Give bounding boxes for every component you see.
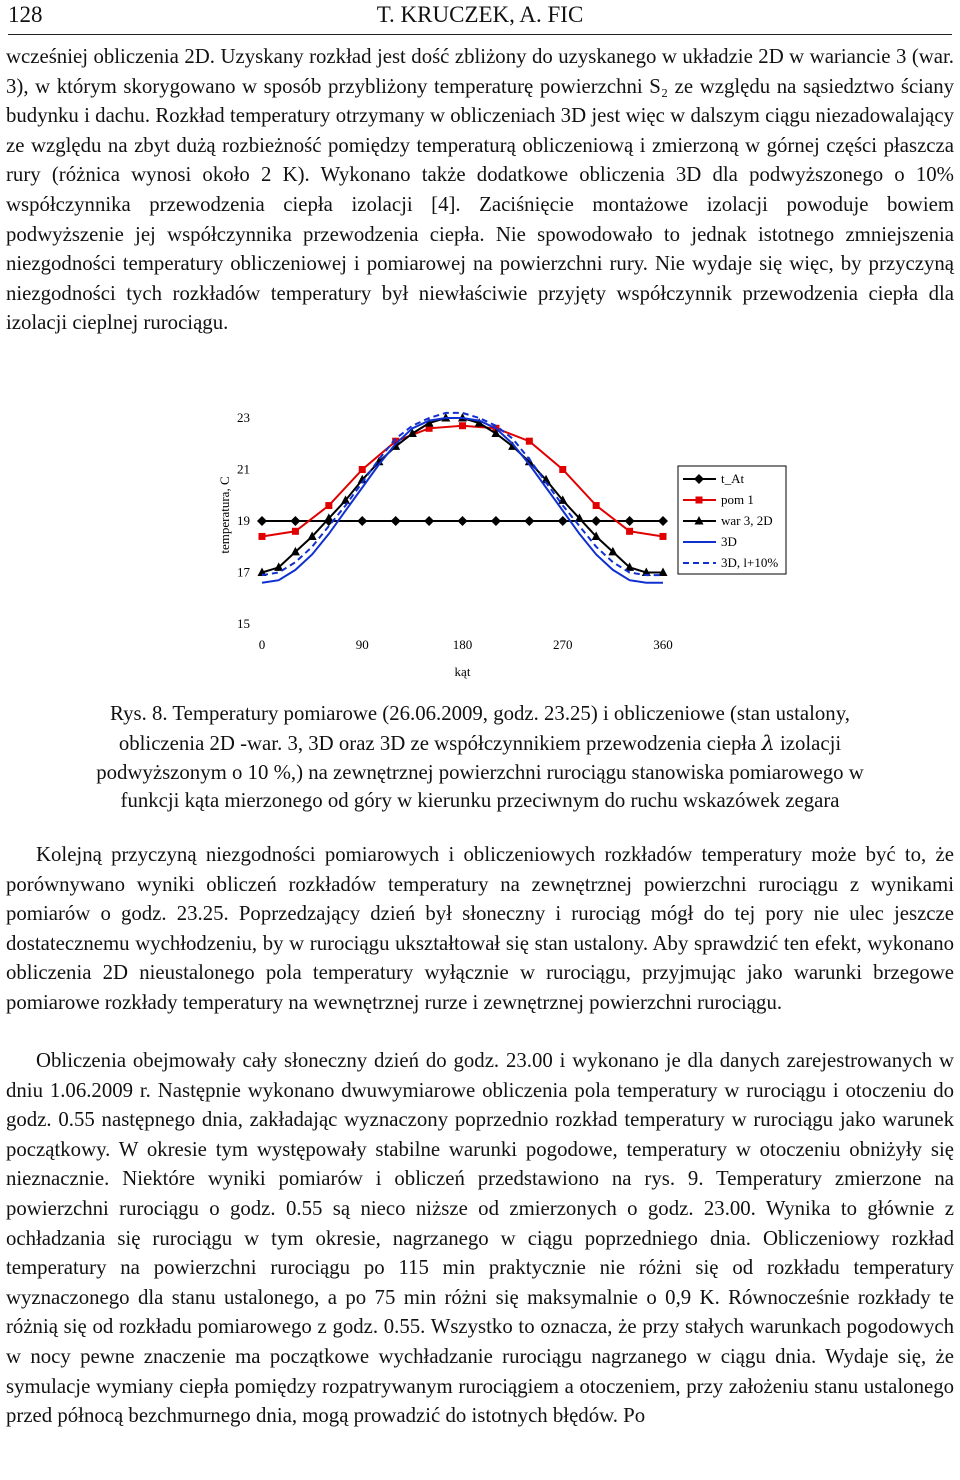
series-line-5: [262, 413, 663, 575]
data-point: [459, 422, 466, 429]
caption-line-4: funkcji kąta mierzonego od góry w kierunku przeciwnym do ruchu wskazówek zegara: [120, 789, 840, 813]
data-point: [626, 528, 633, 535]
data-point: [491, 516, 501, 526]
legend-label: 3D, l+10%: [721, 555, 779, 570]
data-point: [357, 516, 367, 526]
y-axis-label: temperatura, C: [217, 476, 232, 554]
data-point: [625, 516, 635, 526]
data-point: [660, 533, 667, 540]
data-point: [325, 502, 332, 509]
legend-label: t_At: [721, 471, 745, 486]
data-point: [458, 516, 468, 526]
x-axis-label: kąt: [454, 664, 471, 679]
paragraph-2: Kolejną przyczyną niezgodności pomiarowych i obliczeniowych rozkładów temperatury może być to, że porównywano wyniki obliczeń rozkładów temperatury na zewnętrznej powierzchni rurociągu z wynikami pomiarów o godz. 23.25. Poprzedzający dzień był słoneczny i rurociąg mógł do tej pory nie ulec jeszcze dostatecznemu wychłodzeniu, by w rurociągu ukształtował się stan ustalony. Aby sprawdzić ten efekt, wykonano obliczenia 2D nieustalonego pola temperatury wyłącznie w rurociągu, przyjmując jako warunki brzegowe pomiarowe rozkłady temperatury na wewnętrznej rurze i zewnętrznej powierzchni rurociągu.: [6, 843, 954, 1014]
x-tick-label: 0: [258, 637, 266, 652]
x-tick-label: 360: [653, 637, 673, 652]
chart-svg: [200, 400, 800, 690]
data-point: [524, 516, 534, 526]
page-header: [8, 0, 952, 35]
paragraph-1: wcześniej obliczenia 2D. Uzyskany rozkład jest dość zbliżony do uzyskanego w układzie 2D w wariancie 3 (war. 3), w którym skorygowano w sposób przybliżony temperaturę powierzchni S₂ ze względu na sąsiedztwo ściany budynku i dachu. Rozkład temperatury otrzymany w obliczeniach 3D jest więc w dalszym ciągu niezadowalający ze względu na zbyt dużą rozbieżność pomiędzy temperaturą obliczeniową i zmierzoną w górnej części płaszcza rury (różnica wynosi około 2 K). Wykonano także dodatkowe obliczenia 3D dla podwyższonego o 10% współczynnika przewodzenia ciepła izolacji [4]. Zaciśnięcie montażowe izolacji powoduje bowiem podwyższenie jej współczynnika przewodzenia ciepła. Nie spowodowało to jednak istotnego zmniejszenia niezgodności temperatury obliczeniowej i pomiarowej na powierzchni rury. Nie wydaje się więc, by przyczyną niezgodności tych rozkładów temperatury był niewłaściwie przyjęty współczynnik przewodzenia ciepła dla izolacji cieplnej rurociągu.: [6, 45, 954, 335]
data-point: [558, 516, 568, 526]
data-point: [290, 516, 300, 526]
caption-line-2: obliczenia 2D -war. 3, 3D oraz 3D ze współczynnikiem przewodzenia ciepła λ izolacji: [118, 730, 842, 755]
legend-label: war 3, 2D: [721, 513, 773, 528]
lambda-symbol: λ: [761, 730, 775, 755]
data-point: [559, 466, 566, 473]
running-head-authors: T. KRUCZEK, A. FIC: [376, 2, 584, 27]
temperature-chart: [200, 400, 800, 690]
legend-marker: [696, 497, 703, 504]
y-tick-label: 17: [237, 564, 250, 580]
data-point: [359, 466, 366, 473]
caption-line-3: podwyższonym o 10 %,) na zewnętrznej powierzchni rurociągu stanowiska pomiarowego w: [96, 760, 864, 784]
y-tick-label: 21: [237, 461, 250, 477]
legend-label: 3D: [721, 534, 737, 549]
data-point: [259, 533, 266, 540]
data-point: [593, 502, 600, 509]
data-point: [591, 516, 601, 526]
data-point: [526, 438, 533, 445]
series-line-4: [262, 418, 663, 583]
paragraph-3: Obliczenia obejmowały cały słoneczny dzień do godz. 23.00 i wykonano je dla danych zarejestrowanych w dniu 1.06.2009 r. Następnie wykonano dwuwymiarowe obliczenia pola temperatury w rurociągu i otoczeniu do godz. 0.55 następnego dnia, zakładając wyznaczony poprzednio rozkład temperatury w rurociągu jako warunek początkowy. W okresie tym występowały stabilne warunki pogodowe, temperatury w otoczeniu obniżyły się nieznacznie. Niektóre wyniki pomiarów i obliczeń przedstawiono na rys. 9. Temperatury zmierzone na powierzchni rurociągu o godz. 0.55 są nieco niższe od zmierzonych o godz. 23.00. Wynika to głównie z ochładzania się rurociągu w tym okresie, nagrzanego w ciągu poprzedniego dnia. Obliczeniowy rozkład temperatury na powierzchni rurociągu po 115 min praktycznie nie różni się od rozkładu temperatury wyznaczonego dla stanu ustalonego, a po 75 min różni się maksymalnie o 0,9 K. Równocześnie rozkłady te różnią się od rozkładu pomiarowego z godz. 0.55. Wszystko to oznacza, że przy stałych warunkach pogodowych w nocy pewne znaczenie ma początkowe wychładzanie rurociągu nagrzanego w ciągu dnia. Wydaje się, że symulacje wymiany ciepła pomiędzy rozpatrywanym rurociągiem a otoczeniem, przy założeniu stanu ustalonego przed północą bezchmurnego dnia, mogą prowadzić do istotnych błędów. Po: [6, 1049, 954, 1428]
legend-label: pom 1: [721, 492, 754, 507]
data-point: [292, 528, 299, 535]
data-point: [658, 516, 668, 526]
x-tick-label: 90: [355, 637, 369, 652]
y-tick-label: 19: [237, 513, 250, 528]
series-line-3: [262, 418, 663, 573]
data-point: [424, 516, 434, 526]
data-point: [257, 516, 267, 526]
caption-line-1: Rys. 8. Temperatury pomiarowe (26.06.2009, godz. 23.25) i obliczeniowe (stan ustalony,: [110, 702, 850, 725]
figure-caption: [0, 700, 960, 816]
page-number: 128: [8, 2, 43, 27]
y-tick-label: 23: [237, 410, 250, 425]
data-point: [391, 516, 401, 526]
x-tick-label: 180: [452, 637, 473, 652]
y-tick-label: 15: [237, 616, 250, 631]
x-tick-label: 270: [553, 637, 573, 652]
